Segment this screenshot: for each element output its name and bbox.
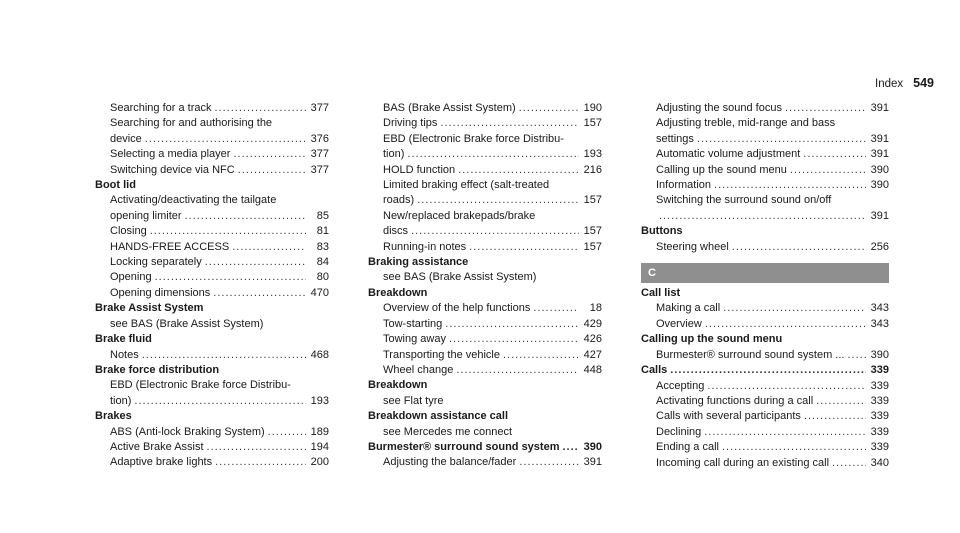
page-reference-link[interactable]: 190 <box>583 102 602 114</box>
entry-text: Selecting a media player <box>110 148 231 161</box>
entry-text: Driving tips <box>383 117 438 130</box>
dot-leader <box>847 348 866 363</box>
letter-heading: C <box>641 263 889 283</box>
entry-text: Opening <box>110 271 152 284</box>
index-subentry[interactable] <box>641 178 889 193</box>
page-reference-link[interactable]: 340 <box>870 456 889 469</box>
page-reference-link[interactable]: 468 <box>310 348 329 361</box>
page-reference-link[interactable]: 193 <box>310 394 329 407</box>
dot-leader <box>803 147 866 162</box>
dot-leader <box>449 332 579 347</box>
entry-text: Steering wheel <box>656 240 729 253</box>
entry-text: Ending a call <box>656 441 719 454</box>
dot-leader <box>707 379 866 394</box>
entry-text: HOLD function <box>383 163 456 176</box>
index-heading: Breakdown assistance call <box>368 410 509 423</box>
entry-text: Switching device via NFC <box>110 163 235 176</box>
dot-leader <box>519 101 579 116</box>
dot-leader <box>205 255 306 270</box>
index-subentry[interactable] <box>95 270 329 285</box>
index-heading: Boot lid <box>95 179 136 192</box>
page-reference-link[interactable]: 193 <box>583 148 602 161</box>
dot-leader <box>832 456 866 471</box>
entry-text: Closing <box>110 225 147 238</box>
index-subentry[interactable] <box>368 224 602 239</box>
index-subentry: Adjusting treble, mid-range and bass <box>656 117 836 130</box>
dot-leader <box>503 348 579 363</box>
entry-text: ABS (Anti-lock Braking System) <box>110 425 265 438</box>
page-reference-link[interactable]: 339 <box>870 394 889 407</box>
index-subentry[interactable] <box>641 379 889 394</box>
page-reference-link[interactable]: 84 <box>316 256 329 269</box>
entry-text: Activating functions during a call <box>656 394 814 407</box>
dot-leader <box>238 163 306 178</box>
dot-leader <box>469 240 579 255</box>
index-heading: Calling up the sound menu <box>641 333 783 346</box>
page-reference-link[interactable]: 339 <box>870 425 889 438</box>
page-reference-link[interactable]: 391 <box>870 209 889 222</box>
dot-leader <box>670 363 866 378</box>
index-subentry[interactable] <box>95 163 329 178</box>
index-subentry: EBD (Electronic Brake force Distribu- <box>383 132 564 145</box>
page-reference-link[interactable]: 256 <box>870 240 889 253</box>
entry-text: Searching for a track <box>110 102 212 114</box>
dot-leader <box>232 240 306 255</box>
index-subentry[interactable] <box>641 348 889 363</box>
index-subentry[interactable] <box>641 209 889 224</box>
page-number: 549 <box>913 76 934 90</box>
index-subentry[interactable] <box>368 363 602 378</box>
index-column-3 <box>641 101 889 471</box>
index-subentry: New/replaced brakepads/brake <box>383 209 536 222</box>
entry-text: Opening dimensions <box>110 286 211 299</box>
entry-text: BAS (Brake Assist System) <box>383 102 516 114</box>
page-reference-link[interactable]: 426 <box>583 333 602 346</box>
entry-text: roads) <box>383 194 415 207</box>
entry-text: Notes <box>110 348 139 361</box>
index-heading: Brake Assist System <box>95 302 204 315</box>
index-heading: Buttons <box>641 225 683 238</box>
page-reference-link[interactable]: 429 <box>583 317 602 330</box>
page-reference-link[interactable]: 391 <box>870 132 889 145</box>
dot-leader <box>233 147 306 162</box>
dot-leader <box>533 301 579 316</box>
index-heading: Call list <box>641 287 681 300</box>
page-reference-link[interactable]: 157 <box>583 225 602 238</box>
dot-leader <box>714 178 866 193</box>
section-title: Index <box>875 78 904 90</box>
index-subentry: see Mercedes me connect <box>383 425 513 438</box>
dot-leader <box>417 193 579 208</box>
index-subentry: see BAS (Brake Assist System) <box>383 271 537 284</box>
index-subentry[interactable] <box>368 101 602 116</box>
index-subentry[interactable] <box>641 301 889 316</box>
index-heading: Braking assistance <box>368 256 469 269</box>
entry-text: Declining <box>656 425 702 438</box>
page-reference-link[interactable]: 343 <box>870 302 889 315</box>
index-subentry: see Flat tyre <box>383 394 444 407</box>
index-subentry[interactable] <box>95 132 329 147</box>
index-subentry[interactable] <box>641 101 889 116</box>
spacer <box>641 255 889 263</box>
page-reference-link[interactable]: 376 <box>310 132 329 145</box>
index-subentry[interactable] <box>368 193 602 208</box>
index-heading: Brake fluid <box>95 333 152 346</box>
dot-leader <box>213 286 306 301</box>
dot-leader <box>155 270 306 285</box>
dot-leader <box>215 455 306 470</box>
index-subentry[interactable] <box>641 132 889 147</box>
entry-text: HANDS-FREE ACCESS <box>110 240 230 253</box>
entry-text: Calls with several participants <box>656 410 801 423</box>
dot-leader <box>790 163 866 178</box>
index-subentry[interactable] <box>368 455 602 470</box>
dot-leader <box>215 101 307 116</box>
index-subentry[interactable] <box>641 425 889 440</box>
dot-leader <box>134 394 306 409</box>
page-reference-link[interactable]: 339 <box>870 379 889 392</box>
index-subentry[interactable] <box>641 147 889 162</box>
entry-text: settings <box>656 132 694 145</box>
dot-leader <box>562 440 579 455</box>
index-column-1 <box>95 101 329 471</box>
index-subentry[interactable] <box>641 456 889 471</box>
dot-leader <box>268 425 306 440</box>
index-subentry[interactable] <box>368 317 602 332</box>
dot-leader <box>185 209 306 224</box>
page-reference-link[interactable]: 189 <box>310 425 329 438</box>
entry-text: Making a call <box>656 302 721 315</box>
entry-text: device <box>110 132 142 145</box>
index-column-2 <box>368 101 602 471</box>
entry-text: discs <box>383 225 409 238</box>
page-reference-link[interactable]: 339 <box>870 410 889 423</box>
dot-leader <box>142 348 306 363</box>
index-subentry[interactable] <box>95 255 329 270</box>
dot-leader <box>445 317 579 332</box>
entry-text: tion) <box>383 148 405 161</box>
index-subentry[interactable] <box>95 455 329 470</box>
page-header <box>875 76 934 90</box>
entry-text: Overview <box>656 317 702 330</box>
page-reference-link[interactable]: 157 <box>583 240 602 253</box>
entry-text: Adjusting the sound focus <box>656 102 782 114</box>
entry-text: Transporting the vehicle <box>383 348 500 361</box>
entry-text: Automatic volume adjustment <box>656 148 801 161</box>
dot-leader <box>411 224 579 239</box>
index-subentry[interactable] <box>641 409 889 424</box>
page-reference-link[interactable]: 80 <box>316 271 329 284</box>
index-heading: Brakes <box>95 410 132 423</box>
page-reference-link[interactable]: 194 <box>310 440 329 453</box>
page-reference-link[interactable]: 391 <box>870 102 889 114</box>
dot-leader <box>705 317 866 332</box>
page-reference-link[interactable]: 343 <box>870 317 889 330</box>
dot-leader <box>722 440 866 455</box>
page-reference-link[interactable]: 339 <box>870 441 889 454</box>
entry-text: Running-in notes <box>383 240 467 253</box>
page-reference-link[interactable]: 391 <box>583 456 602 469</box>
page-reference-link[interactable]: 427 <box>583 348 602 361</box>
index-heading: Brake force distribution <box>95 363 220 376</box>
index-subentry: Switching the surround sound on/off <box>656 194 832 207</box>
entry-text: opening limiter <box>110 209 182 222</box>
index-subentry[interactable] <box>95 147 329 162</box>
dot-leader <box>697 132 866 147</box>
index-subentry[interactable] <box>95 224 329 239</box>
dot-leader <box>440 116 579 131</box>
entry-text: Wheel change <box>383 363 454 376</box>
page-reference-link[interactable]: 216 <box>583 163 602 176</box>
index-subentry[interactable] <box>368 348 602 363</box>
page-reference-link[interactable]: 81 <box>316 225 329 238</box>
dot-leader <box>804 409 866 424</box>
index-heading[interactable] <box>368 440 602 455</box>
page-reference-link[interactable]: 390 <box>870 348 889 361</box>
page-reference-link[interactable]: 157 <box>583 194 602 207</box>
index-heading: Breakdown <box>368 286 428 299</box>
index-subentry[interactable] <box>641 440 889 455</box>
entry-text: Information <box>656 179 712 192</box>
index-subentry[interactable] <box>368 240 602 255</box>
index-subentry: see BAS (Brake Assist System) <box>110 317 264 330</box>
page-reference-link[interactable]: 18 <box>589 302 602 315</box>
dot-leader <box>732 240 866 255</box>
index-subentry[interactable] <box>641 317 889 332</box>
page-reference-link[interactable]: 377 <box>310 148 329 161</box>
entry-text: Burmester® surround sound system <box>368 440 560 453</box>
index-subentry[interactable] <box>641 163 889 178</box>
entry-text: Burmester® surround sound system ... <box>656 348 845 361</box>
dot-leader <box>207 440 306 455</box>
index-subentry: Limited braking effect (salt-treated <box>383 179 550 192</box>
page-reference-link[interactable]: 377 <box>310 102 329 114</box>
index-subentry: EBD (Electronic Brake force Distribu- <box>110 379 291 392</box>
entry-text: Incoming call during an existing call <box>656 456 830 469</box>
index-subentry[interactable] <box>368 301 602 316</box>
dot-leader <box>704 425 866 440</box>
page-reference-link[interactable]: 377 <box>310 163 329 176</box>
dot-leader <box>150 224 306 239</box>
dot-leader <box>785 101 866 116</box>
index-subentry[interactable] <box>95 240 329 255</box>
index-subentry[interactable] <box>368 163 602 178</box>
page-reference-link[interactable]: 391 <box>870 148 889 161</box>
entry-text: Calls <box>641 364 668 377</box>
page-reference-link[interactable]: 470 <box>310 286 329 299</box>
dot-leader <box>519 455 579 470</box>
index-subentry[interactable] <box>368 332 602 347</box>
index-subentry[interactable] <box>368 116 602 131</box>
entry-text: Active Brake Assist <box>110 440 204 453</box>
index-subentry[interactable] <box>95 440 329 455</box>
page-reference-link[interactable]: 83 <box>316 240 329 253</box>
index-heading[interactable] <box>641 363 889 378</box>
page-reference-link[interactable]: 85 <box>316 209 329 222</box>
entry-text: Overview of the help functions <box>383 302 531 315</box>
index-subentry[interactable] <box>641 394 889 409</box>
entry-text: tion) <box>110 394 132 407</box>
index-subentry[interactable] <box>95 209 329 224</box>
dot-leader <box>407 147 579 162</box>
index-subentry: Activating/deactivating the tailgate <box>110 194 277 207</box>
index-subentry[interactable] <box>95 425 329 440</box>
page-reference-link[interactable]: 390 <box>583 440 602 453</box>
page-reference-link[interactable]: 390 <box>870 179 889 192</box>
index-subentry[interactable] <box>368 147 602 162</box>
index-heading: Breakdown <box>368 379 428 392</box>
dot-leader <box>723 301 866 316</box>
index-subentry[interactable] <box>95 394 329 409</box>
index-subentry[interactable] <box>95 286 329 301</box>
dot-leader <box>145 132 306 147</box>
dot-leader <box>456 363 579 378</box>
dot-leader <box>816 394 866 409</box>
page-reference-link[interactable]: 448 <box>583 363 602 376</box>
entry-text: Calling up the sound menu <box>656 163 787 176</box>
dot-leader <box>458 163 579 178</box>
entry-text: Adjusting the balance/fader <box>383 456 517 469</box>
page-reference-link[interactable]: 390 <box>870 163 889 176</box>
page-reference-link[interactable]: 157 <box>583 117 602 130</box>
page-reference-link[interactable]: 200 <box>310 456 329 469</box>
entry-text: Tow-starting <box>383 317 443 330</box>
index-subentry[interactable] <box>641 240 889 255</box>
entry-text: Towing away <box>383 333 446 346</box>
index-subentry[interactable] <box>95 348 329 363</box>
page-reference-link[interactable]: 339 <box>870 364 889 377</box>
index-subentry[interactable] <box>95 101 329 116</box>
entry-text: Locking separately <box>110 256 202 269</box>
dot-leader <box>659 209 866 224</box>
index-subentry: Searching for and authorising the <box>110 117 273 130</box>
entry-text: Adaptive brake lights <box>110 456 213 469</box>
entry-text: Accepting <box>656 379 705 392</box>
